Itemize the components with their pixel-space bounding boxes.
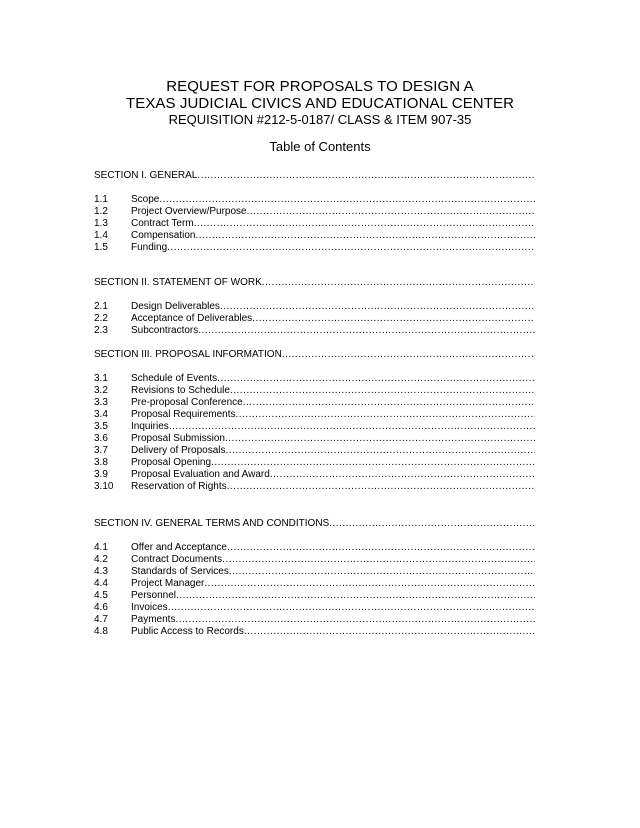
toc-entry bbox=[94, 397, 535, 409]
toc-entry bbox=[94, 194, 535, 206]
toc-entry bbox=[94, 554, 535, 566]
leader-dots bbox=[197, 170, 535, 182]
entry-number: 3.7 bbox=[94, 445, 108, 456]
toc-entry bbox=[94, 542, 535, 554]
leader-dots bbox=[204, 578, 535, 590]
leader-dots bbox=[229, 566, 535, 578]
entry-number: 4.2 bbox=[94, 554, 108, 565]
leader-dots bbox=[230, 385, 535, 397]
section-heading-label: SECTION IV. GENERAL TERMS AND CONDITIONS bbox=[94, 518, 330, 529]
entry-number: 4.8 bbox=[94, 626, 108, 637]
toc-entry bbox=[94, 242, 535, 254]
entry-number: 1.2 bbox=[94, 206, 108, 217]
entry-label: Design Deliverables bbox=[131, 301, 220, 312]
entry-label: Invoices bbox=[131, 602, 168, 613]
entry-number: 3.9 bbox=[94, 469, 108, 480]
entry-number: 4.1 bbox=[94, 542, 108, 553]
section-heading bbox=[94, 518, 535, 530]
toc-entry bbox=[94, 457, 535, 469]
leader-dots bbox=[282, 349, 535, 361]
leader-dots bbox=[217, 373, 535, 385]
entry-number: 3.8 bbox=[94, 457, 108, 468]
entry-number: 4.6 bbox=[94, 602, 108, 613]
entry-label: Proposal Requirements bbox=[131, 409, 236, 420]
toc-entry bbox=[94, 421, 535, 433]
entry-label: Proposal Opening bbox=[131, 457, 212, 468]
entry-label: Proposal Submission bbox=[131, 433, 225, 444]
entry-number: 4.5 bbox=[94, 590, 108, 601]
toc-entry bbox=[94, 614, 535, 626]
toc-section-1 bbox=[94, 170, 535, 254]
toc-section-3 bbox=[94, 349, 535, 493]
toc-entry bbox=[94, 301, 535, 313]
entry-number: 1.4 bbox=[94, 230, 108, 241]
entry-label: Offer and Acceptance bbox=[131, 542, 227, 553]
leader-dots bbox=[225, 433, 535, 445]
entry-label: Project Overview/Purpose bbox=[131, 206, 247, 217]
entry-label: Reservation of Rights bbox=[131, 481, 227, 492]
leader-dots bbox=[175, 614, 535, 626]
entry-label: Contract Term bbox=[131, 218, 194, 229]
toc-section-2 bbox=[94, 277, 535, 337]
leader-dots bbox=[167, 242, 535, 254]
leader-dots bbox=[236, 409, 536, 421]
toc-entry bbox=[94, 578, 535, 590]
title-line-2: TEXAS JUDICIAL CIVICS AND EDUCATIONAL CENTER bbox=[125, 95, 515, 112]
entry-label: Scope bbox=[131, 194, 160, 205]
leader-dots bbox=[176, 590, 535, 602]
entry-label: Funding bbox=[131, 242, 168, 253]
title-line-1: REQUEST FOR PROPOSALS TO DESIGN A bbox=[166, 78, 474, 95]
entry-number: 1.5 bbox=[94, 242, 108, 253]
toc-entry bbox=[94, 445, 535, 457]
entry-number: 4.3 bbox=[94, 566, 108, 577]
entry-number: 3.4 bbox=[94, 409, 108, 420]
leader-dots bbox=[227, 542, 535, 554]
leader-dots bbox=[227, 481, 535, 493]
entry-label: Delivery of Proposals bbox=[131, 445, 226, 456]
entry-number: 3.2 bbox=[94, 385, 108, 396]
entry-label: Schedule of Events bbox=[131, 373, 218, 384]
section-heading bbox=[94, 277, 535, 289]
leader-dots bbox=[244, 626, 535, 638]
section-heading-label: SECTION II. STATEMENT OF WORK bbox=[94, 277, 262, 288]
toc-entry bbox=[94, 385, 535, 397]
entry-label: Subcontractors bbox=[131, 325, 199, 336]
entry-label: Standards of Services bbox=[131, 566, 229, 577]
entry-number: 2.3 bbox=[94, 325, 108, 336]
leader-dots bbox=[243, 397, 535, 409]
leader-dots bbox=[195, 230, 535, 242]
toc-entry bbox=[94, 566, 535, 578]
entry-label: Compensation bbox=[131, 230, 196, 241]
entry-number: 1.1 bbox=[94, 194, 108, 205]
leader-dots bbox=[169, 421, 535, 433]
entry-number: 4.4 bbox=[94, 578, 108, 589]
entry-label: Personnel bbox=[131, 590, 177, 601]
toc-entry bbox=[94, 230, 535, 242]
leader-dots bbox=[225, 445, 535, 457]
toc-section-4 bbox=[94, 518, 535, 638]
toc-entry bbox=[94, 218, 535, 230]
toc-entry bbox=[94, 313, 535, 325]
section-heading bbox=[94, 349, 535, 361]
entry-number: 2.1 bbox=[94, 301, 108, 312]
leader-dots bbox=[159, 194, 535, 206]
toc-entry bbox=[94, 602, 535, 614]
leader-dots bbox=[198, 325, 535, 337]
entry-number: 3.1 bbox=[94, 373, 108, 384]
toc-entry bbox=[94, 626, 535, 638]
title-block bbox=[0, 78, 640, 128]
entry-label: Project Manager bbox=[131, 578, 205, 589]
entry-number: 1.3 bbox=[94, 218, 108, 229]
toc-heading: Table of Contents bbox=[269, 139, 371, 154]
entry-label: Public Access to Records bbox=[131, 626, 244, 637]
toc-entry bbox=[94, 373, 535, 385]
entry-label: Inquiries bbox=[131, 421, 169, 432]
entry-label: Contract Documents bbox=[131, 554, 223, 565]
entry-number: 4.7 bbox=[94, 614, 108, 625]
entry-number: 3.3 bbox=[94, 397, 108, 408]
section-heading-label: SECTION I. GENERAL bbox=[94, 170, 198, 181]
entry-label: Payments bbox=[131, 614, 176, 625]
leader-dots bbox=[194, 218, 535, 230]
leader-dots bbox=[247, 206, 535, 218]
entry-number: 3.6 bbox=[94, 433, 108, 444]
entry-label: Pre-proposal Conference bbox=[131, 397, 243, 408]
leader-dots bbox=[270, 469, 535, 481]
leader-dots bbox=[329, 518, 535, 530]
leader-dots bbox=[168, 602, 535, 614]
entry-label: Proposal Evaluation and Award bbox=[131, 469, 270, 480]
toc-entry bbox=[94, 206, 535, 218]
entry-number: 2.2 bbox=[94, 313, 108, 324]
entry-number: 3.10 bbox=[94, 481, 114, 492]
toc-entry bbox=[94, 469, 535, 481]
section-heading bbox=[94, 170, 535, 182]
leader-dots bbox=[222, 554, 535, 566]
entry-label: Revisions to Schedule bbox=[131, 385, 230, 396]
toc-entry bbox=[94, 590, 535, 602]
section-heading-label: SECTION III. PROPOSAL INFORMATION bbox=[94, 349, 282, 360]
toc-entry bbox=[94, 325, 535, 337]
leader-dots bbox=[252, 313, 535, 325]
leader-dots bbox=[262, 277, 535, 289]
entry-label: Acceptance of Deliverables bbox=[131, 313, 253, 324]
requisition-line: REQUISITION #212-5-0187/ CLASS & ITEM 907-35 bbox=[168, 112, 472, 127]
toc-entry bbox=[94, 433, 535, 445]
toc-entry bbox=[94, 481, 535, 493]
leader-dots bbox=[211, 457, 535, 469]
entry-number: 3.5 bbox=[94, 421, 108, 432]
leader-dots bbox=[220, 301, 535, 313]
toc-entry bbox=[94, 409, 535, 421]
